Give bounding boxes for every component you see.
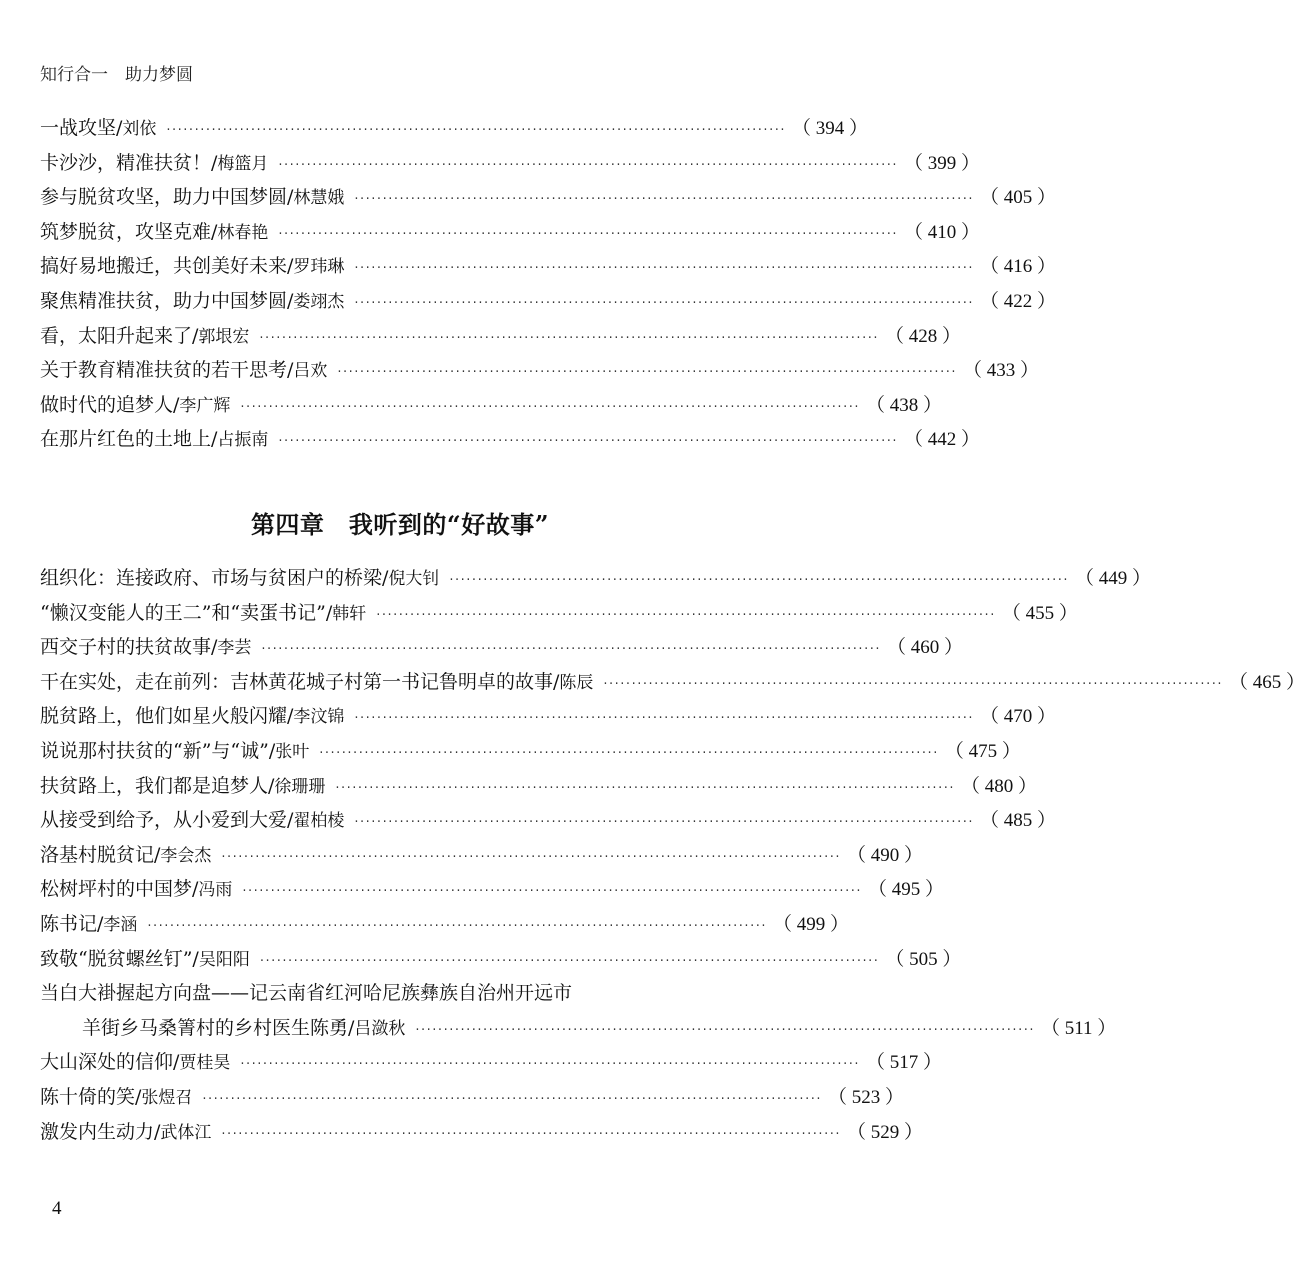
toc-section-continued: [40, 111, 1056, 457]
entry-title: 西交子村的扶贫故事/李芸: [40, 636, 252, 659]
toc-entry[interactable]: [40, 1115, 923, 1150]
dot-leader: ··············································································································: [278, 226, 898, 242]
dot-leader: ··············································································································: [415, 1022, 1035, 1038]
entry-title: 关于教育精准扶贫的若干思考/吕欢: [40, 359, 328, 382]
entry-author: 吕欢: [293, 361, 328, 382]
entry-title: 参与脱贫攻坚，助力中国梦圆/林慧娥: [40, 186, 345, 209]
entry-author: 倪大钊: [388, 569, 440, 589]
entry-author: 刘依: [122, 119, 157, 139]
entry-author: 梅篮月: [217, 153, 269, 174]
entry-page: （ 480 ）: [960, 775, 1037, 797]
entry-page: （ 442 ）: [903, 429, 980, 451]
entry-title: 大山深处的信仰/贾桂昊: [40, 1051, 231, 1074]
entry-author: 李广辉: [179, 395, 231, 416]
entry-title: 组织化：连接政府、市场与贫困户的桥梁/倪大钊: [40, 567, 440, 589]
toc-entry[interactable]: [40, 180, 1056, 215]
entry-title: 说说那村扶贫的“新”与“诚”/张叶: [40, 739, 310, 762]
entry-title: “懒汉变能人的王二”和“卖蛋书记”/韩轩: [40, 601, 367, 624]
entry-title: 从接受到给予，从小爱到大爱/翟柏棱: [40, 809, 345, 832]
toc-entry[interactable]: [40, 422, 980, 457]
toc-entry[interactable]: [40, 111, 868, 146]
running-header: 知行合一 助力梦圆: [40, 65, 193, 85]
dot-leader: ··············································································································: [278, 434, 898, 450]
entry-page: （ 470 ）: [979, 706, 1056, 728]
dot-leader: ··············································································································: [449, 573, 1069, 588]
toc-entry[interactable]: [40, 665, 1305, 700]
dot-leader: ··············································································································: [603, 676, 1223, 692]
dot-leader: ··············································································································: [259, 953, 880, 969]
entry-author: 娄翊杰: [293, 291, 345, 312]
dot-leader: ··············································································································: [337, 365, 957, 381]
dot-leader: ··············································································································: [335, 780, 955, 796]
entry-page: （ 410 ）: [903, 221, 980, 243]
toc-entry[interactable]: [40, 319, 961, 354]
entry-page: （ 485 ）: [979, 810, 1056, 832]
entry-author: 罗玮琳: [293, 257, 345, 278]
entry-title: 激发内生动力/武体江: [40, 1120, 212, 1143]
entry-title: 羊街乡马桑箐村的乡村医生陈勇/吕潋秋: [82, 1016, 406, 1039]
entry-page: （ 495 ）: [867, 879, 944, 901]
toc-chapter-4: [40, 561, 1305, 1149]
toc-entry[interactable]: [40, 1080, 904, 1115]
entry-author: 贾桂昊: [179, 1053, 231, 1074]
entry-author: 张煜召: [141, 1087, 193, 1108]
chapter-heading: 第四章 我听到的“好故事”: [250, 510, 550, 539]
entry-page: （ 438 ）: [865, 394, 942, 416]
entry-title: 当白大褂握起方向盘——记云南省红河哈尼族彝族自治州开远市: [40, 982, 573, 1005]
entry-author: 冯雨: [198, 880, 233, 901]
entry-author: 武体江: [160, 1122, 212, 1143]
toc-entry-long-line1[interactable]: [40, 976, 767, 1011]
dot-leader: ··············································································································: [242, 884, 862, 900]
toc-entry[interactable]: [40, 561, 1151, 596]
toc-entry[interactable]: [40, 353, 1039, 388]
entry-page: （ 529 ）: [846, 1121, 923, 1143]
toc-entry[interactable]: [40, 388, 942, 423]
entry-title: 洛基村脱贫记/李会杰: [40, 843, 212, 866]
entry-page: （ 405 ）: [979, 187, 1056, 209]
entry-author: 李会杰: [160, 845, 212, 866]
entry-page: （ 511 ）: [1040, 1017, 1117, 1039]
dot-leader: ··············································································································: [354, 261, 974, 277]
toc-entry[interactable]: [40, 146, 980, 181]
toc-entry[interactable]: [40, 907, 849, 942]
toc-entry[interactable]: [40, 872, 944, 907]
entry-page: （ 490 ）: [846, 844, 923, 866]
entry-title: 松树坪村的中国梦/冯雨: [40, 878, 233, 901]
entry-author: 李芸: [217, 638, 252, 659]
entry-title: 干在实处，走在前列：吉林黄花城子村第一书记鲁明卓的故事/陈辰: [40, 670, 594, 693]
dot-leader: ··············································································································: [221, 849, 841, 865]
entry-title: 卡沙沙，精准扶贫！/梅篮月: [40, 151, 269, 174]
entry-author: 张叶: [275, 741, 310, 762]
toc-entry[interactable]: [40, 1045, 942, 1080]
dot-leader: ··············································································································: [240, 399, 860, 415]
entry-page: （ 433 ）: [962, 360, 1039, 382]
entry-page: （ 523 ）: [827, 1086, 904, 1108]
toc-entry[interactable]: [40, 215, 980, 250]
entry-page: （ 460 ）: [886, 637, 963, 659]
entry-author: 徐珊珊: [274, 776, 326, 797]
entry-title: 陈书记/李涵: [40, 912, 138, 935]
entry-author: 李涵: [103, 914, 138, 935]
entry-title: 做时代的追梦人/李广辉: [40, 393, 231, 416]
entry-title: 搞好易地搬迁，共创美好未来/罗玮琳: [40, 255, 345, 278]
entry-title: 陈十倚的笑/张煜召: [40, 1085, 193, 1108]
entry-title: 扶贫路上，我们都是追梦人/徐珊珊: [40, 774, 326, 797]
dot-leader: ··············································································································: [261, 642, 881, 658]
entry-author: 陈辰: [559, 672, 594, 693]
toc-entry[interactable]: [40, 699, 1056, 734]
entry-title: 聚焦精准扶贫，助力中国梦圆/娄翊杰: [40, 289, 345, 312]
entry-author: 占振南: [217, 430, 269, 451]
dot-leader: ··············································································································: [354, 295, 974, 311]
toc-entry[interactable]: [40, 596, 1078, 631]
entry-page: （ 505 ）: [885, 948, 962, 970]
entry-page: （ 428 ）: [884, 325, 961, 347]
page-number: 4: [52, 1198, 62, 1219]
entry-author: 韩轩: [332, 603, 367, 624]
dot-leader: ··············································································································: [147, 918, 767, 934]
entry-page: （ 399 ）: [903, 152, 980, 174]
toc-entry[interactable]: [40, 284, 1056, 319]
entry-author: 郭垠宏: [198, 326, 250, 347]
entry-page: （ 416 ）: [979, 256, 1056, 278]
entry-title: 致敬“脱贫螺丝钉”/吴阳阳: [40, 947, 250, 970]
entry-author: 吴阳阳: [198, 949, 250, 970]
entry-title: 一战攻坚/刘依: [40, 117, 157, 139]
entry-page: （ 449 ）: [1074, 568, 1151, 589]
entry-page: （ 499 ）: [772, 913, 849, 935]
entry-title: 在那片红色的土地上/占振南: [40, 428, 269, 451]
entry-title: 看，太阳升起来了/郭垠宏: [40, 324, 250, 347]
toc-entry[interactable]: [40, 769, 1037, 804]
dot-leader: ··············································································································: [376, 607, 996, 623]
entry-page: （ 394 ）: [791, 118, 868, 139]
entry-author: 翟柏棱: [293, 811, 345, 832]
entry-title: 脱贫路上，他们如星火般闪耀/李汶锦: [40, 705, 345, 728]
dot-leader: ··············································································································: [278, 157, 898, 173]
entry-page: （ 455 ）: [1001, 602, 1078, 624]
toc-entry[interactable]: [40, 249, 1056, 284]
dot-leader: ··············································································································: [202, 1091, 822, 1107]
toc-entry[interactable]: [40, 734, 1021, 769]
toc-entry[interactable]: [40, 803, 1056, 838]
entry-page: （ 465 ）: [1228, 671, 1305, 693]
toc-entry-long-line2[interactable]: [40, 1011, 1117, 1046]
entry-author: 林慧娥: [293, 188, 345, 209]
entry-author: 李汶锦: [293, 707, 345, 728]
entry-page: （ 517 ）: [865, 1052, 942, 1074]
toc-entry[interactable]: [40, 942, 962, 977]
dot-leader: ··············································································································: [259, 330, 879, 346]
entry-page: （ 475 ）: [944, 740, 1021, 762]
dot-leader: ··············································································································: [221, 1126, 841, 1142]
toc-entry[interactable]: [40, 838, 923, 873]
dot-leader: ··············································································································: [354, 815, 974, 831]
entry-author: 吕潋秋: [354, 1018, 406, 1039]
entry-author: 林春艳: [217, 222, 269, 243]
dot-leader: ··············································································································: [354, 711, 974, 727]
toc-entry[interactable]: [40, 630, 963, 665]
dot-leader: ··············································································································: [240, 1057, 860, 1073]
entry-title: 筑梦脱贫，攻坚克难/林春艳: [40, 220, 269, 243]
dot-leader: ··············································································································: [354, 192, 974, 208]
entry-page: （ 422 ）: [979, 290, 1056, 312]
dot-leader: ··············································································································: [166, 123, 786, 138]
dot-leader: ··············································································································: [319, 745, 939, 761]
